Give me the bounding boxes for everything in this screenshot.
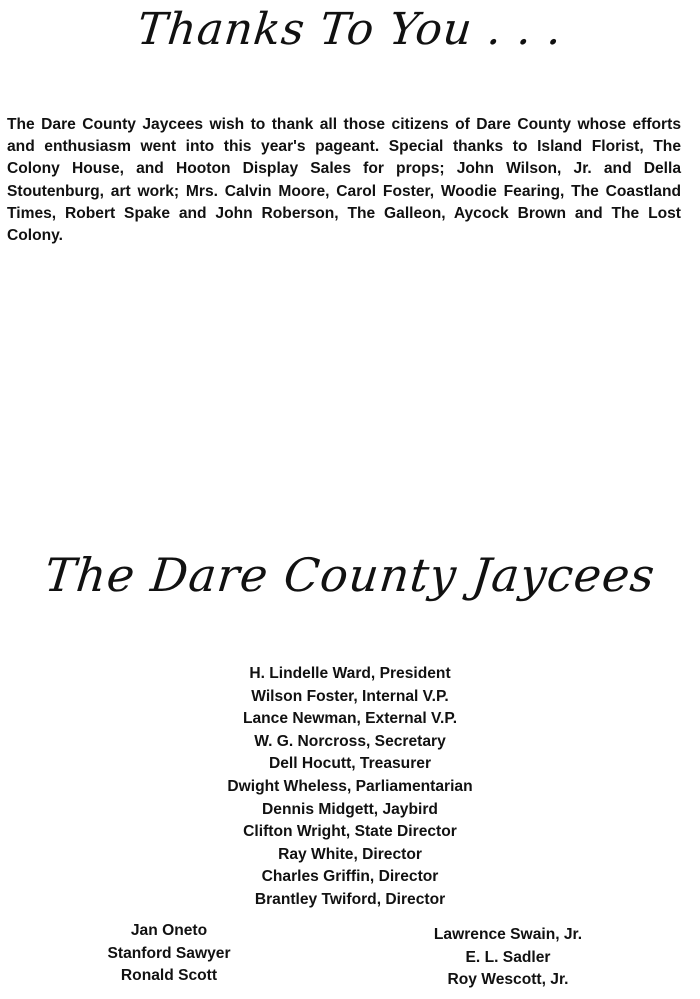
members-left-column <box>84 920 254 988</box>
officer-entry: Wilson Foster, Internal V.P. <box>251 687 449 705</box>
member-entry: Lawrence Swain, Jr. <box>433 926 583 943</box>
officer-entry: Ray White, Director <box>278 845 422 863</box>
officer-entry: Brantley Twiford, Director <box>254 890 446 908</box>
member-entry: Jan Oneto <box>130 922 208 939</box>
officer-entry: Charles Griffin, Director <box>261 868 439 886</box>
officer-entry: Dwight Wheless, Parliamentarian <box>227 777 473 795</box>
officer-entry: W. G. Norcross, Secretary <box>254 732 446 750</box>
officer-entry: Lance Newman, External V.P. <box>242 710 458 728</box>
org-title: The Dare County Jaycees <box>42 548 658 602</box>
thanks-paragraph: The Dare County Jaycees wish to thank all those citizens of Dare County whose efforts and enthusiasm went into this year's pageant. Special thanks to Island Florist, The Colony House, and Hooton Display Sales for props; John Wilson, Jr. and Della Stoutenburg, art work; Mrs. Calvin Moore, Carol Foster, Woodie Fearing, The Coastland Times, Robert Spake and John Roberson, The Galleon, Aycock Brown and The Lost Colony. <box>7 116 681 245</box>
members-right-column <box>408 924 608 992</box>
member-entry: Stanford Sawyer <box>107 944 231 962</box>
officer-entry: Dell Hocutt, Treasurer <box>268 755 432 773</box>
member-entry: Roy Wescott, Jr. <box>447 971 569 989</box>
member-entry: Ronald Scott <box>120 967 218 985</box>
officer-entry: Clifton Wright, State Director <box>243 823 457 841</box>
officer-entry: H. Lindelle Ward, President <box>249 665 451 682</box>
member-entry: E. L. Sadler <box>465 948 551 966</box>
officers-list <box>0 663 700 912</box>
officer-entry: Dennis Midgett, Jaybird <box>262 800 438 818</box>
thanks-heading: Thanks To You . . . <box>134 4 566 55</box>
